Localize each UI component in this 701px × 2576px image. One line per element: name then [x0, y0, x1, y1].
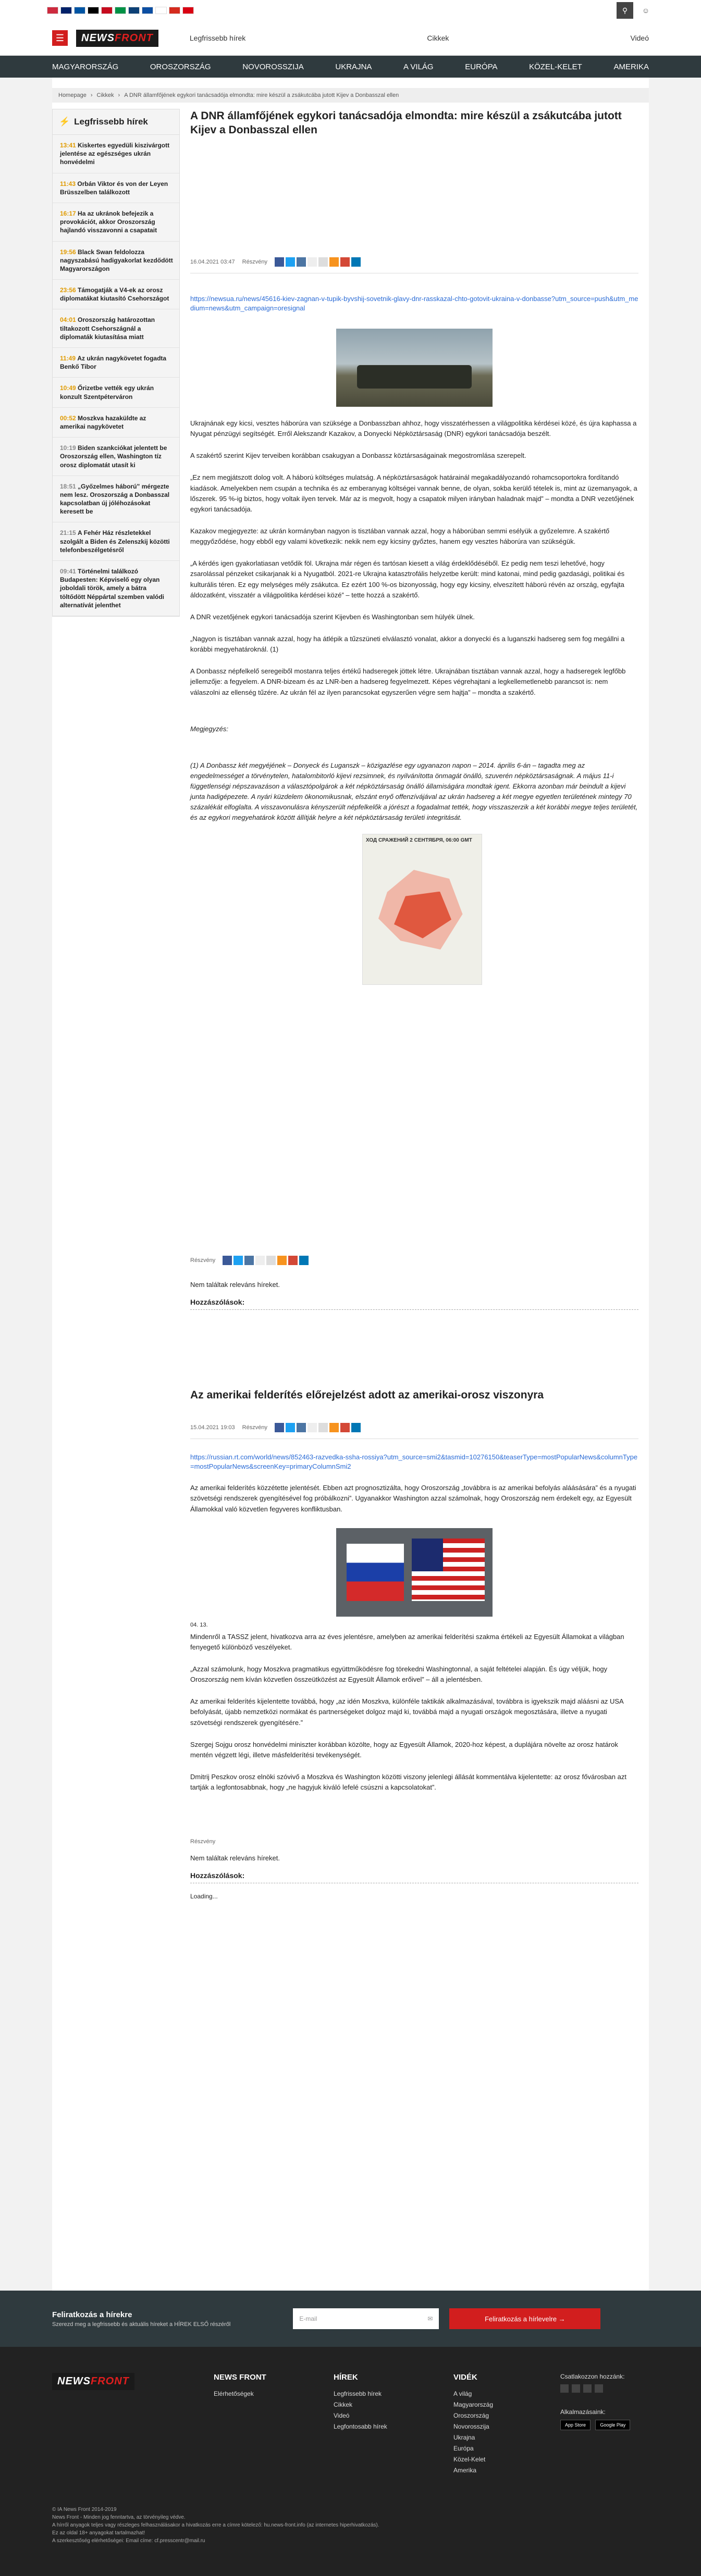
footer-link[interactable]: Videó	[334, 2412, 350, 2419]
logo-text: NEWS	[81, 32, 115, 44]
paragraph: A DNR vezetőjének egykori tanácsadója szerint Kijevben és Washingtonban sem hülyék ülnek.	[190, 612, 475, 621]
notes-label: Megjegyzés:	[190, 724, 228, 733]
footer	[0, 2347, 701, 2576]
sidebar-news-item[interactable]	[53, 173, 179, 203]
paragraph: Az amerikai felderítés közzétette jelentését. Ebben azt prognosztizálta, hogy Oroszország „továbbra is az amerikai befolyás aláásására” és a nyugati szövetségi rendszerek gyengítésével fog próbálkozni”. Ugyanakkor Washington azzal számolnak, hogy Oroszország nem érdekelt egy, az Egyesült Államokkal való közvetlen fegyveres konfliktusban.	[190, 1484, 636, 1513]
article-title: Az amerikai felderítés előrejelzést adott az amerikai-orosz viszonyra	[190, 1389, 544, 1401]
vk-icon[interactable]	[244, 1256, 254, 1265]
news-headline: A Fehér Ház részletekkel szolgált a Biden és Zelenszkij közötti telefonbeszélgetésről	[60, 529, 170, 554]
news-headline: Kiskertes egyedüli kiszivárgott jelentése az egészséges ukrán honvédelmi	[60, 142, 170, 166]
main-nav	[0, 56, 701, 78]
search-button[interactable]	[617, 2, 633, 19]
bolt-icon: ⚡	[59, 117, 70, 127]
comments-heading: Hozzászólások:	[190, 1871, 638, 1883]
loading-text: Loading...	[190, 1893, 218, 1900]
flag-sk-icon[interactable]	[142, 7, 153, 14]
share-buttons	[275, 1423, 361, 1432]
footer-link[interactable]: Közel-Kelet	[453, 2456, 486, 2463]
ok-icon[interactable]	[329, 257, 339, 267]
email-field[interactable]	[293, 2308, 439, 2329]
footer-link[interactable]: Ukrajna	[453, 2434, 475, 2441]
vk-icon[interactable]	[297, 1423, 306, 1432]
sidebar-news-item[interactable]	[53, 378, 179, 407]
paragraph: „Azzal számolunk, hogy Moszkva pragmatikus együttműködésre fog törekedni Washingtonnal, a saját feltételei alapján. És úgy véljük, hogy Oroszország nem kíván közvetlen összeütközést az Egyesült Államok erőivel” – áll a jelentésben.	[190, 1665, 608, 1684]
article-share-bottom	[190, 1256, 638, 1271]
facebook-icon[interactable]	[560, 2384, 569, 2393]
footer-logo-col	[52, 2373, 134, 2394]
flag-es-icon[interactable]	[101, 7, 113, 14]
telegram-icon[interactable]	[308, 257, 317, 267]
news-time: 09:41	[60, 568, 76, 575]
logo-text: NEWS	[57, 2375, 91, 2387]
breadcrumb-articles[interactable]: Cikkek	[96, 92, 114, 98]
ok-icon[interactable]	[277, 1256, 287, 1265]
paragraph: „Nagyon is tisztában vannak azzal, hogy ha átlépik a tűzszüneti elválasztó vonalat, akkor a donyecki és a luganszki hadsereg sem fog megállni a korábbi megyehatároknál. (1)	[190, 634, 625, 654]
sidebar-news-item[interactable]	[53, 242, 179, 280]
sidebar-news-item[interactable]	[53, 561, 179, 616]
user-icon[interactable]: ☺	[642, 6, 650, 15]
copyright-line: News Front - Minden jog fenntartva, az törvényileg védve.	[52, 2515, 186, 2520]
flag-hu-icon[interactable]	[47, 7, 58, 14]
content-container	[52, 78, 649, 2317]
email-placeholder: E-mail	[299, 2315, 317, 2322]
share-label: Részvény	[242, 1424, 267, 1431]
copyright-line: A szerkesztőség elérhetőségei: Email címe: cf.presscentr@mail.ru	[52, 2538, 205, 2544]
envelope-icon: ✉	[427, 2315, 433, 2322]
footer-link[interactable]: Elérhetőségek	[214, 2390, 254, 2397]
main-header	[0, 21, 701, 56]
article-meta	[190, 257, 638, 273]
paragraph: Az amerikai felderítés kijelentette továbbá, hogy „az idén Moszkva, különféle taktikák alkalmazásával, továbbra is igyekszik majd aláásni az USA befolyását, újabb nemzetközi normákat és partnerségeket dolgoz majd ki, továbbá majd a nyugati országok megosztására, illetve a nyugati szövetségi rendszerek gyengítésére.”	[190, 1697, 623, 1727]
footer-col-news	[334, 2373, 387, 2434]
close-icon[interactable]	[266, 1256, 276, 1265]
linkedin-icon[interactable]	[351, 257, 361, 267]
sidebar-news-item[interactable]	[53, 437, 179, 476]
email-icon[interactable]	[340, 1423, 350, 1432]
social-icons	[560, 2384, 633, 2393]
news-time: 11:43	[60, 180, 76, 187]
no-related-text: Nem találtak releváns híreket.	[190, 1280, 280, 1289]
facebook-icon[interactable]	[275, 1423, 284, 1432]
language-flags	[47, 7, 194, 14]
header-link-articles[interactable]: Cikkek	[427, 34, 449, 42]
email-icon[interactable]	[340, 257, 350, 267]
copyright-line: © IA News Front 2014-2019	[52, 2507, 117, 2512]
flag-ru-icon[interactable]	[169, 7, 180, 14]
article-title: A DNR államfőjének egykori tanácsadója elmondta: mire készül a zsákutcába jutott Kijev a Donbasszal ellen	[190, 110, 622, 136]
paragraph: Dmitrij Peszkov orosz elnöki szóvivő a Moszkva és Washington közötti viszony jelenlegi állását kommentálva kijelentette: az orosz fővárosban azt tartják a legfontosabbnak, hogy „ne hagyjuk kiváló lefelé csúszni a kapcsolatokat”.	[190, 1773, 626, 1792]
linkedin-icon[interactable]	[351, 1423, 361, 1432]
news-headline: Ha az ukránok befejezik a provokációt, akkor Oroszország hajlandó visszavonni a csapatait	[60, 209, 157, 234]
footer-col-region	[453, 2373, 493, 2478]
copyright-line: A hírről anyagok teljes vagy részleges felhasználásakor a hivatkozás erre a címre kötelező: hu.news-front.info (az internetes hiperhivatkozás).	[52, 2522, 379, 2528]
logo-text-red: FRONT	[91, 2375, 129, 2387]
footer-link[interactable]: Legfontosabb hírek	[334, 2423, 387, 2430]
flag-am-icon[interactable]	[182, 7, 194, 14]
nav-item-europe[interactable]: EURÓPA	[465, 62, 498, 71]
footer-link[interactable]: A világ	[453, 2390, 472, 2397]
share-label: Részvény	[190, 1839, 216, 1845]
footer-logo[interactable]	[52, 2373, 134, 2390]
twitter-icon[interactable]	[286, 1423, 295, 1432]
news-headline: Támogatják a V4-ek az orosz diplomatákat kiutasító Csehországot	[60, 286, 169, 303]
header-link-latest[interactable]: Legfrissebb hírek	[189, 34, 246, 42]
news-time: 16:17	[60, 209, 76, 217]
breadcrumb: Homepage › Cikkek › A DNR államfőjének egykori tanácsadója elmondta: mire készül a zsákutcába jutott Kijev a Donbasszal ellen	[52, 88, 649, 103]
news-time: 10:49	[60, 384, 76, 392]
menu-icon[interactable]: ☰	[52, 30, 68, 46]
article-2	[190, 1388, 638, 1900]
image-dateline: 04. 13.	[190, 1621, 208, 1628]
news-time: 13:41	[60, 142, 76, 149]
sidebar-title	[53, 109, 179, 135]
nav-item-novorossiya[interactable]: NOVOROSSZIJA	[242, 62, 304, 71]
flag-gb-icon[interactable]	[60, 7, 72, 14]
twitter-icon[interactable]	[286, 257, 295, 267]
vk-icon[interactable]	[583, 2384, 592, 2393]
close-icon[interactable]	[318, 257, 328, 267]
paragraph: A szakértő szerint Kijev terveiben korábban csakugyan a Donbassz köztársaságainak megostromlása szerepelt.	[190, 452, 526, 460]
paragraph: Kazakov megjegyezte: az ukrán kormányban nagyon is tisztában vannak azzal, hogy a háborúban semmi esélyük a győzelemre. A szakértő meggyőződése, hogy ebből egy valami következik: nekik nem egy kicsiny győztes, hanem egy vesztes háborúra van szükségük.	[190, 527, 610, 546]
paragraph: Szergej Sojgu orosz honvédelmi miniszter korábban közölte, hogy az Egyesült Államok, 2020-hoz képest, a duplájára növelte az orosz határok mentén végzett légi, illetve másfelderítési tevékenységét.	[190, 1740, 618, 1759]
footer-link[interactable]: Oroszország	[453, 2412, 489, 2419]
flag-rs-icon[interactable]	[128, 7, 140, 14]
footer-link[interactable]: Európa	[453, 2445, 474, 2452]
apps-title: Alkalmazásaink:	[560, 2408, 606, 2416]
breadcrumb-current: A DNR államfőjének egykori tanácsadója elmondta: mire készül a zsákutcába jutott Kijev a Donbasszal ellen	[124, 92, 399, 98]
paragraph: „Ez nem megjátszott dolog volt. A háború költséges mulatság. A népköztársaságok határainál megakadályozandó rohamcsoportokra fordítandó kiadások. Amelyekben nem csupán a technika és az emberanyag költségei vannak benne, de olyan, sokba kerülő tételek is, mint az üzemanyagok, a lőszerek. 95 %-ig biztos, hogy voltak ilyen tervek. Már az is megvolt, hogy a csapatok milyen irányban haladnak majd” – mondta a DNR vezetőjének egykori tanácsadója.	[190, 473, 637, 513]
flag-de-icon[interactable]	[88, 7, 99, 14]
copyright-line: Ez az oldal 18+ anyagokat tartalmazhat!	[52, 2530, 145, 2536]
facebook-icon[interactable]	[223, 1256, 232, 1265]
twitter-icon[interactable]	[233, 1256, 243, 1265]
news-headline: Black Swan feldolozza nagyszabású hadigyakorlat kezdődött Magyarországon	[60, 248, 173, 272]
logo[interactable]	[76, 30, 158, 47]
nav-item-russia[interactable]: OROSZORSZÁG	[150, 62, 211, 71]
email-icon[interactable]	[288, 1256, 298, 1265]
youtube-icon[interactable]	[595, 2384, 603, 2393]
news-headline: Biden szankciókat jelentett be Oroszország ellen, Washington tíz orosz diplomatát utasít ki	[60, 444, 167, 469]
flag-it-icon[interactable]	[115, 7, 126, 14]
twitter-icon[interactable]	[572, 2384, 580, 2393]
news-time: 04:01	[60, 316, 76, 324]
footer-link[interactable]: Amerika	[453, 2467, 477, 2474]
header-link-video[interactable]: Videó	[630, 34, 649, 42]
footer-col-title: NEWS FRONT	[214, 2373, 266, 2382]
subscribe-bar	[0, 2291, 701, 2347]
top-bar	[0, 0, 701, 21]
news-headline: Az ukrán nagykövetet fogadta Benkő Tibor	[60, 355, 167, 371]
source-link[interactable]: https://russian.rt.com/world/news/852463-razvedka-ssha-rossiya?utm_source=smi2&tasmid=10276150&teaserType=mostPopularNews&columnType=mostPopularNews&screenKey=primaryColumnSmi2	[190, 1453, 638, 1471]
sidebar-news-item[interactable]	[53, 522, 179, 561]
footnote: (1) A Donbassz két megyéjének – Donyeck és Luganszk – közigazlése egy ugyanazon napon – 2014. április 6-án – tagadta meg az engedelmességet a törvénytelen, hatalombitorló kijevi rezsimnek, és nyilvánította önmagát önálló, szuverén népköztársaságnak. A május 11-i függetlenségi népszavazáson a választópolgárok a két népköztársaság önálló államiságára mondtak igent. Ekkorra azonban már beindult a kijevi junta hadigépezete. A nyári küzdelem ökonomikusnak, elszánt enyő offenzívájával az ukrán hadsereg a két megye egyetlen területének mintegy 70 százalékát elfoglalta. A visszavonulásra kényszerült népfelkelők a jórészt a fogadalmat tették, hogy visszaszerzik a két korábbi megye teljes területét, és az egykori megyehatárok között állítják helyre a két népköztársaság területi integritását.	[190, 761, 638, 822]
share-label: Részvény	[242, 258, 267, 265]
share-buttons	[275, 257, 361, 267]
google-play-button[interactable]: Google Play	[595, 2420, 630, 2430]
flag-ge-icon[interactable]	[155, 7, 167, 14]
footer-link[interactable]: Magyarország	[453, 2401, 494, 2408]
subscribe-text: Szerezd meg a legfrissebb és aktuális híreket a HÍREK ELSŐ részéről	[52, 2321, 231, 2328]
paragraph: „A kérdés igen gyakorlatiasan vetődik föl. Ukrajna már régen és tartósan kiesett a világ érdeklődéséből. Ez pedig nem teszi lehetővé, hogy zsarolással pénzeket csikarjanak ki a Nyugatból. 2021-re Ukrajna katasztrofális helyzetbe került: mind katonai, mind pedig gazdasági, politikai és kulturális téren. Ez egy melységes mély zsákutca. Ez ezért 100 %-os bizonyosság, hogy egy kicsiny, elveszített háború révén az ország, egyfajta áldozatként, visszatér a világpolitika kérdései közé” – tette hozzá a szakértő.	[190, 559, 625, 599]
news-time: 19:56	[60, 248, 76, 256]
map-label: ХОД СРАЖЕНИЙ 2 СЕНТЯБРЯ, 06:00 GMT	[366, 837, 472, 843]
news-headline: Orbán Viktor és von der Leyen Brüsszelben találkozott	[60, 180, 168, 196]
sidebar-news-item[interactable]	[53, 476, 179, 523]
subscribe-title: Feliratkozás a hírekre	[52, 2310, 132, 2319]
subscribe-button-label: Feliratkozás a hírlevelre	[485, 2315, 557, 2323]
logo-text-red: FRONT	[115, 32, 153, 44]
facebook-icon[interactable]	[275, 257, 284, 267]
sidebar-list	[53, 135, 179, 616]
news-time: 00:52	[60, 414, 76, 422]
close-icon[interactable]	[318, 1423, 328, 1432]
sidebar-news-item[interactable]	[53, 135, 179, 173]
sidebar-news-item[interactable]	[53, 203, 179, 242]
news-time: 23:56	[60, 286, 76, 294]
telegram-icon[interactable]	[255, 1256, 265, 1265]
footer-link[interactable]: Cikkek	[334, 2401, 353, 2408]
news-time: 21:15	[60, 529, 76, 537]
share-label: Részvény	[190, 1257, 216, 1264]
news-headline: „Győzelmes háború” mérgezte nem lesz. Oroszország a Donbasszal kapcsolatban új jóléhozásokat keresett be	[60, 482, 170, 516]
nav-item-hungary[interactable]: MAGYARORSZÁG	[52, 62, 119, 71]
share-buttons	[223, 1256, 309, 1265]
article-1	[190, 109, 638, 1310]
paragraph: A Donbassz népfelkelő seregeiből mostanra teljes értékű hadseregek jöttek létre. Ukrajnában tisztában vannak azzal, hogy a hadseregek legfőbb jellemzője: a fegyelem. A DNR-bizeam és az LNR-ben a hadsereg fegyelmezett. Képes végrehajtani a legkellemetlenebb parancsot is: nem válaszolni az ellenség tűzére. Az ukrán fél az ilyen parancsokat egyszerűen végre sem hajtja” – mondta a szakértő.	[190, 667, 626, 696]
sidebar	[52, 109, 180, 617]
nav-item-middle-east[interactable]: KÖZEL-KELET	[529, 62, 582, 71]
footer-link[interactable]: Legfrissebb hírek	[334, 2390, 382, 2397]
paragraph: Ukrajnának egy kicsi, vesztes háborúra van szüksége a Donbasszban ahhoz, hogy visszatérhessen a világpolitika kérdései közé, és újra kaphassa a Nyugat pénzügyi segítségét. Erről Alekszandr Kazakov, a Donyecki Népköztársaság (DNR) egykori tanácsadója beszélt.	[190, 419, 637, 438]
footer-col-title: VIDÉK	[453, 2373, 477, 2382]
news-headline: Oroszország határozottan tiltakozott Csehországnál a diplomaták kiutasítása miatt	[60, 316, 155, 341]
no-related-text: Nem találtak releváns híreket.	[190, 1854, 280, 1862]
comments-heading: Hozzászólások:	[190, 1298, 638, 1310]
sidebar-news-item[interactable]	[53, 280, 179, 309]
battle-map-image	[362, 834, 482, 985]
copyright	[52, 2506, 379, 2545]
nav-item-world[interactable]: A VILÁG	[403, 62, 434, 71]
footer-col-title: HÍREK	[334, 2373, 358, 2382]
news-headline: Moszkva hazaküldte az amerikai nagykövetet	[60, 414, 146, 430]
flag-fr-icon[interactable]	[74, 7, 85, 14]
news-headline: Történelmi találkozó Budapesten: Képviselő egy olyan joboldali török, amely a bátra töltődött Néppártal szemben valódi alternatívát jelenthet	[60, 568, 165, 609]
footer-link[interactable]: Novorosszija	[453, 2423, 489, 2430]
telegram-icon[interactable]	[308, 1423, 317, 1432]
sidebar-news-item[interactable]	[53, 309, 179, 348]
news-headline: Őrizetbe vették egy ukrán konzult Szentpéterváron	[60, 384, 154, 401]
paragraph: Mindenről a TASSZ jelent, hivatkozva arra az éves jelentésre, amelyben az amerikai felderítési szakma értékeli az Egyesült Államokat a világban fenyegető különböző veszélyeket.	[190, 1632, 624, 1651]
news-time: 18:51	[60, 482, 76, 490]
subscribe-button[interactable]: Feliratkozás a hírlevelre →	[449, 2308, 600, 2329]
ok-icon[interactable]	[329, 1423, 339, 1432]
article-date: 16.04.2021 03:47	[190, 258, 235, 265]
sidebar-news-item[interactable]	[53, 408, 179, 437]
sidebar-news-item[interactable]	[53, 348, 179, 378]
vk-icon[interactable]	[297, 257, 306, 267]
news-time: 11:49	[60, 355, 76, 362]
sidebar-title-text: Legfrissebb hírek	[74, 117, 148, 127]
main-column	[190, 109, 638, 1900]
news-time: 10:19	[60, 444, 76, 452]
social-title: Csatlakozzon hozzánk:	[560, 2373, 625, 2380]
article-date: 15.04.2021 19:03	[190, 1424, 235, 1431]
app-store-button[interactable]: App Store	[560, 2420, 591, 2430]
footer-col-newsfront	[214, 2373, 266, 2401]
breadcrumb-home[interactable]: Homepage	[58, 92, 87, 98]
source-link[interactable]: https://newsua.ru/news/45616-kiev-zagnan-v-tupik-byvshij-sovetnik-glavy-dnr-rasskazal-chto-gotovit-ukraina-v-donbasse?utm_source=push&utm_medium=news&utm_campaign=oresignal	[190, 294, 638, 312]
linkedin-icon[interactable]	[299, 1256, 309, 1265]
nav-item-america[interactable]: AMERIKA	[613, 62, 649, 71]
article-meta	[190, 1423, 638, 1439]
nav-item-ukraine[interactable]: UKRAJNA	[335, 62, 372, 71]
tanks-image	[336, 329, 493, 407]
footer-col-social	[560, 2373, 633, 2434]
search-icon: ⚲	[622, 6, 628, 15]
flags-image	[336, 1528, 493, 1617]
